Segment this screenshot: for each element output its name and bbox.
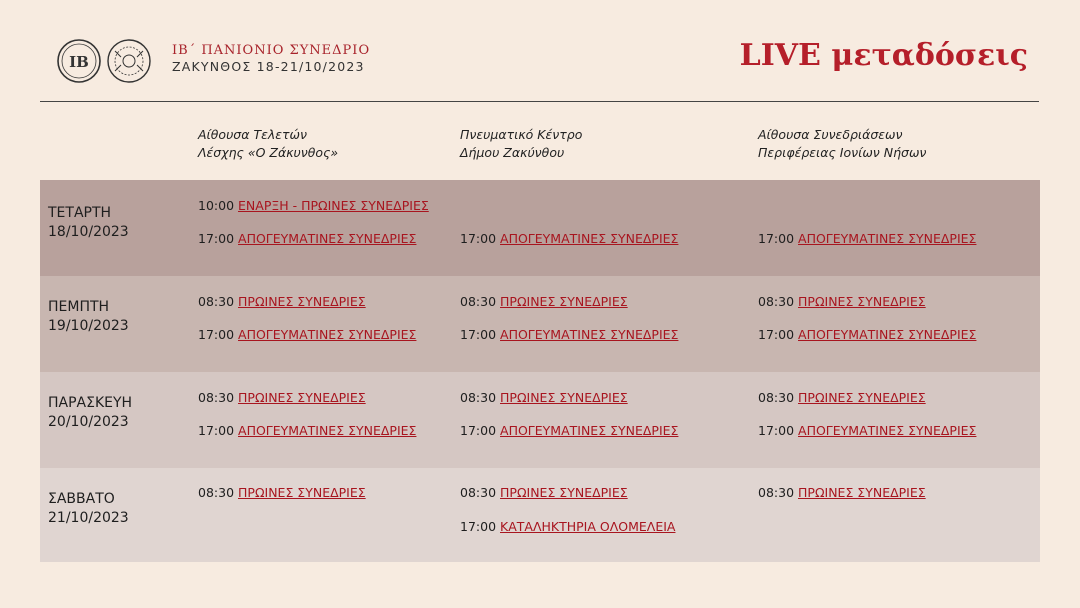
session-link[interactable]: ΠΡΩΙΝΕΣ ΣΥΝΕΔΡΙΕΣ bbox=[500, 485, 628, 500]
schedule-row-wednesday bbox=[40, 180, 1040, 276]
session-link[interactable]: ΑΠΟΓΕΥΜΑΤΙΝΕΣ ΣΥΝΕΔΡΙΕΣ bbox=[798, 327, 977, 342]
session-link[interactable]: ΑΠΟΓΕΥΜΑΤΙΝΕΣ ΣΥΝΕΔΡΙΕΣ bbox=[500, 231, 679, 246]
venue-line: Αίθουσα Τελετών bbox=[198, 127, 307, 142]
session-link[interactable]: ΚΑΤΑΛΗΚΤΗΡΙΑ ΟΛΟΜΕΛΕΙΑ bbox=[500, 519, 676, 534]
session-link[interactable]: ΑΠΟΓΕΥΜΑΤΙΝΕΣ ΣΥΝΕΔΡΙΕΣ bbox=[798, 423, 977, 438]
session-time: 08:30 bbox=[758, 390, 795, 405]
day-date: 19/10/2023 bbox=[48, 318, 129, 334]
day-name: ΠΑΡΑΣΚΕΥΗ bbox=[48, 395, 133, 411]
session-time: 08:30 bbox=[758, 485, 795, 500]
day-name: ΤΕΤΑΡΤΗ bbox=[48, 205, 112, 221]
day-label bbox=[48, 204, 129, 242]
session-time: 08:30 bbox=[460, 294, 497, 309]
schedule-row-saturday bbox=[40, 468, 1040, 562]
conference-subtitle: ΖΑΚΥΝΘΟΣ 18-21/10/2023 bbox=[172, 59, 365, 74]
session-link[interactable]: ΠΡΩΙΝΕΣ ΣΥΝΕΔΡΙΕΣ bbox=[798, 294, 926, 309]
session-time: 08:30 bbox=[460, 485, 497, 500]
schedule-row-thursday bbox=[40, 276, 1040, 372]
session-entry bbox=[198, 327, 416, 342]
session-entry bbox=[460, 519, 675, 534]
session-entry bbox=[198, 485, 366, 500]
session-time: 17:00 bbox=[758, 231, 795, 246]
header-divider bbox=[40, 101, 1039, 102]
session-time: 17:00 bbox=[198, 231, 235, 246]
session-link[interactable]: ΠΡΩΙΝΕΣ ΣΥΝΕΔΡΙΕΣ bbox=[238, 294, 366, 309]
session-entry bbox=[460, 390, 628, 405]
venue-header-3 bbox=[758, 126, 926, 162]
session-entry bbox=[758, 485, 926, 500]
session-time: 08:30 bbox=[758, 294, 795, 309]
venue-header-2 bbox=[460, 126, 582, 162]
session-entry bbox=[198, 294, 366, 309]
venue-line: Αίθουσα Συνεδριάσεων bbox=[758, 127, 903, 142]
session-entry bbox=[460, 485, 628, 500]
venue-header-1 bbox=[198, 126, 338, 162]
session-link[interactable]: ΠΡΩΙΝΕΣ ΣΥΝΕΔΡΙΕΣ bbox=[238, 485, 366, 500]
day-date: 20/10/2023 bbox=[48, 414, 129, 430]
session-time: 17:00 bbox=[758, 423, 795, 438]
page-header bbox=[0, 0, 1080, 102]
conference-title bbox=[172, 43, 370, 58]
venue-line: Πνευματικό Κέντρο bbox=[460, 127, 583, 142]
conference-title-bold: ΙΒ΄ ΠΑΝΙΟΝΙΟ bbox=[172, 43, 285, 58]
session-entry bbox=[758, 231, 976, 246]
session-link[interactable]: ΠΡΩΙΝΕΣ ΣΥΝΕΔΡΙΕΣ bbox=[798, 485, 926, 500]
day-name: ΠΕΜΠΤΗ bbox=[48, 299, 110, 315]
session-time: 17:00 bbox=[460, 231, 497, 246]
day-date: 18/10/2023 bbox=[48, 224, 129, 240]
session-entry bbox=[198, 231, 416, 246]
session-time: 08:30 bbox=[198, 485, 235, 500]
session-entry bbox=[460, 327, 678, 342]
session-time: 17:00 bbox=[758, 327, 795, 342]
day-date: 21/10/2023 bbox=[48, 510, 129, 526]
logo-text: ΙΒ bbox=[69, 53, 89, 71]
session-entry bbox=[198, 198, 429, 213]
session-link[interactable]: ΑΠΟΓΕΥΜΑΤΙΝΕΣ ΣΥΝΕΔΡΙΕΣ bbox=[238, 327, 417, 342]
session-entry bbox=[460, 231, 678, 246]
session-link[interactable]: ΠΡΩΙΝΕΣ ΣΥΝΕΔΡΙΕΣ bbox=[238, 390, 366, 405]
session-entry bbox=[198, 390, 366, 405]
session-time: 17:00 bbox=[198, 327, 235, 342]
session-link[interactable]: ΠΡΩΙΝΕΣ ΣΥΝΕΔΡΙΕΣ bbox=[798, 390, 926, 405]
live-broadcasts-title: LIVE μεταδόσεις bbox=[739, 38, 1028, 73]
session-link[interactable]: ΠΡΩΙΝΕΣ ΣΥΝΕΔΡΙΕΣ bbox=[500, 294, 628, 309]
session-time: 17:00 bbox=[198, 423, 235, 438]
session-time: 10:00 bbox=[198, 198, 235, 213]
venue-line: Δήμου Ζακύνθου bbox=[460, 145, 565, 160]
day-label bbox=[48, 394, 132, 432]
session-time: 08:30 bbox=[198, 390, 235, 405]
session-time: 08:30 bbox=[460, 390, 497, 405]
schedule-row-friday bbox=[40, 372, 1040, 468]
session-link[interactable]: ΑΠΟΓΕΥΜΑΤΙΝΕΣ ΣΥΝΕΔΡΙΕΣ bbox=[500, 327, 679, 342]
session-link[interactable]: ΑΠΟΓΕΥΜΑΤΙΝΕΣ ΣΥΝΕΔΡΙΕΣ bbox=[500, 423, 679, 438]
session-entry bbox=[758, 390, 926, 405]
day-label bbox=[48, 298, 129, 336]
session-entry bbox=[758, 294, 926, 309]
session-time: 17:00 bbox=[460, 423, 497, 438]
venue-line: Περιφέρειας Ιονίων Νήσων bbox=[758, 145, 927, 160]
session-entry bbox=[758, 423, 976, 438]
session-link[interactable]: ΕΝΑΡΞΗ - ΠΡΩΙΝΕΣ ΣΥΝΕΔΡΙΕΣ bbox=[238, 198, 429, 213]
session-link[interactable]: ΑΠΟΓΕΥΜΑΤΙΝΕΣ ΣΥΝΕΔΡΙΕΣ bbox=[798, 231, 977, 246]
session-entry bbox=[460, 423, 678, 438]
session-time: 17:00 bbox=[460, 519, 497, 534]
session-time: 08:30 bbox=[198, 294, 235, 309]
session-link[interactable]: ΠΡΩΙΝΕΣ ΣΥΝΕΔΡΙΕΣ bbox=[500, 390, 628, 405]
session-time: 17:00 bbox=[460, 327, 497, 342]
congress-logo-icon bbox=[55, 37, 155, 85]
session-entry bbox=[758, 327, 976, 342]
day-label bbox=[48, 490, 129, 528]
day-name: ΣΑΒΒΑΤΟ bbox=[48, 491, 115, 507]
session-link[interactable]: ΑΠΟΓΕΥΜΑΤΙΝΕΣ ΣΥΝΕΔΡΙΕΣ bbox=[238, 231, 417, 246]
session-entry bbox=[198, 423, 416, 438]
session-entry bbox=[460, 294, 628, 309]
venue-line: Λέσχης «Ο Ζάκυνθος» bbox=[198, 145, 339, 160]
conference-title-rest: ΣΥΝΕΔΡΙΟ bbox=[289, 43, 371, 58]
session-link[interactable]: ΑΠΟΓΕΥΜΑΤΙΝΕΣ ΣΥΝΕΔΡΙΕΣ bbox=[238, 423, 417, 438]
